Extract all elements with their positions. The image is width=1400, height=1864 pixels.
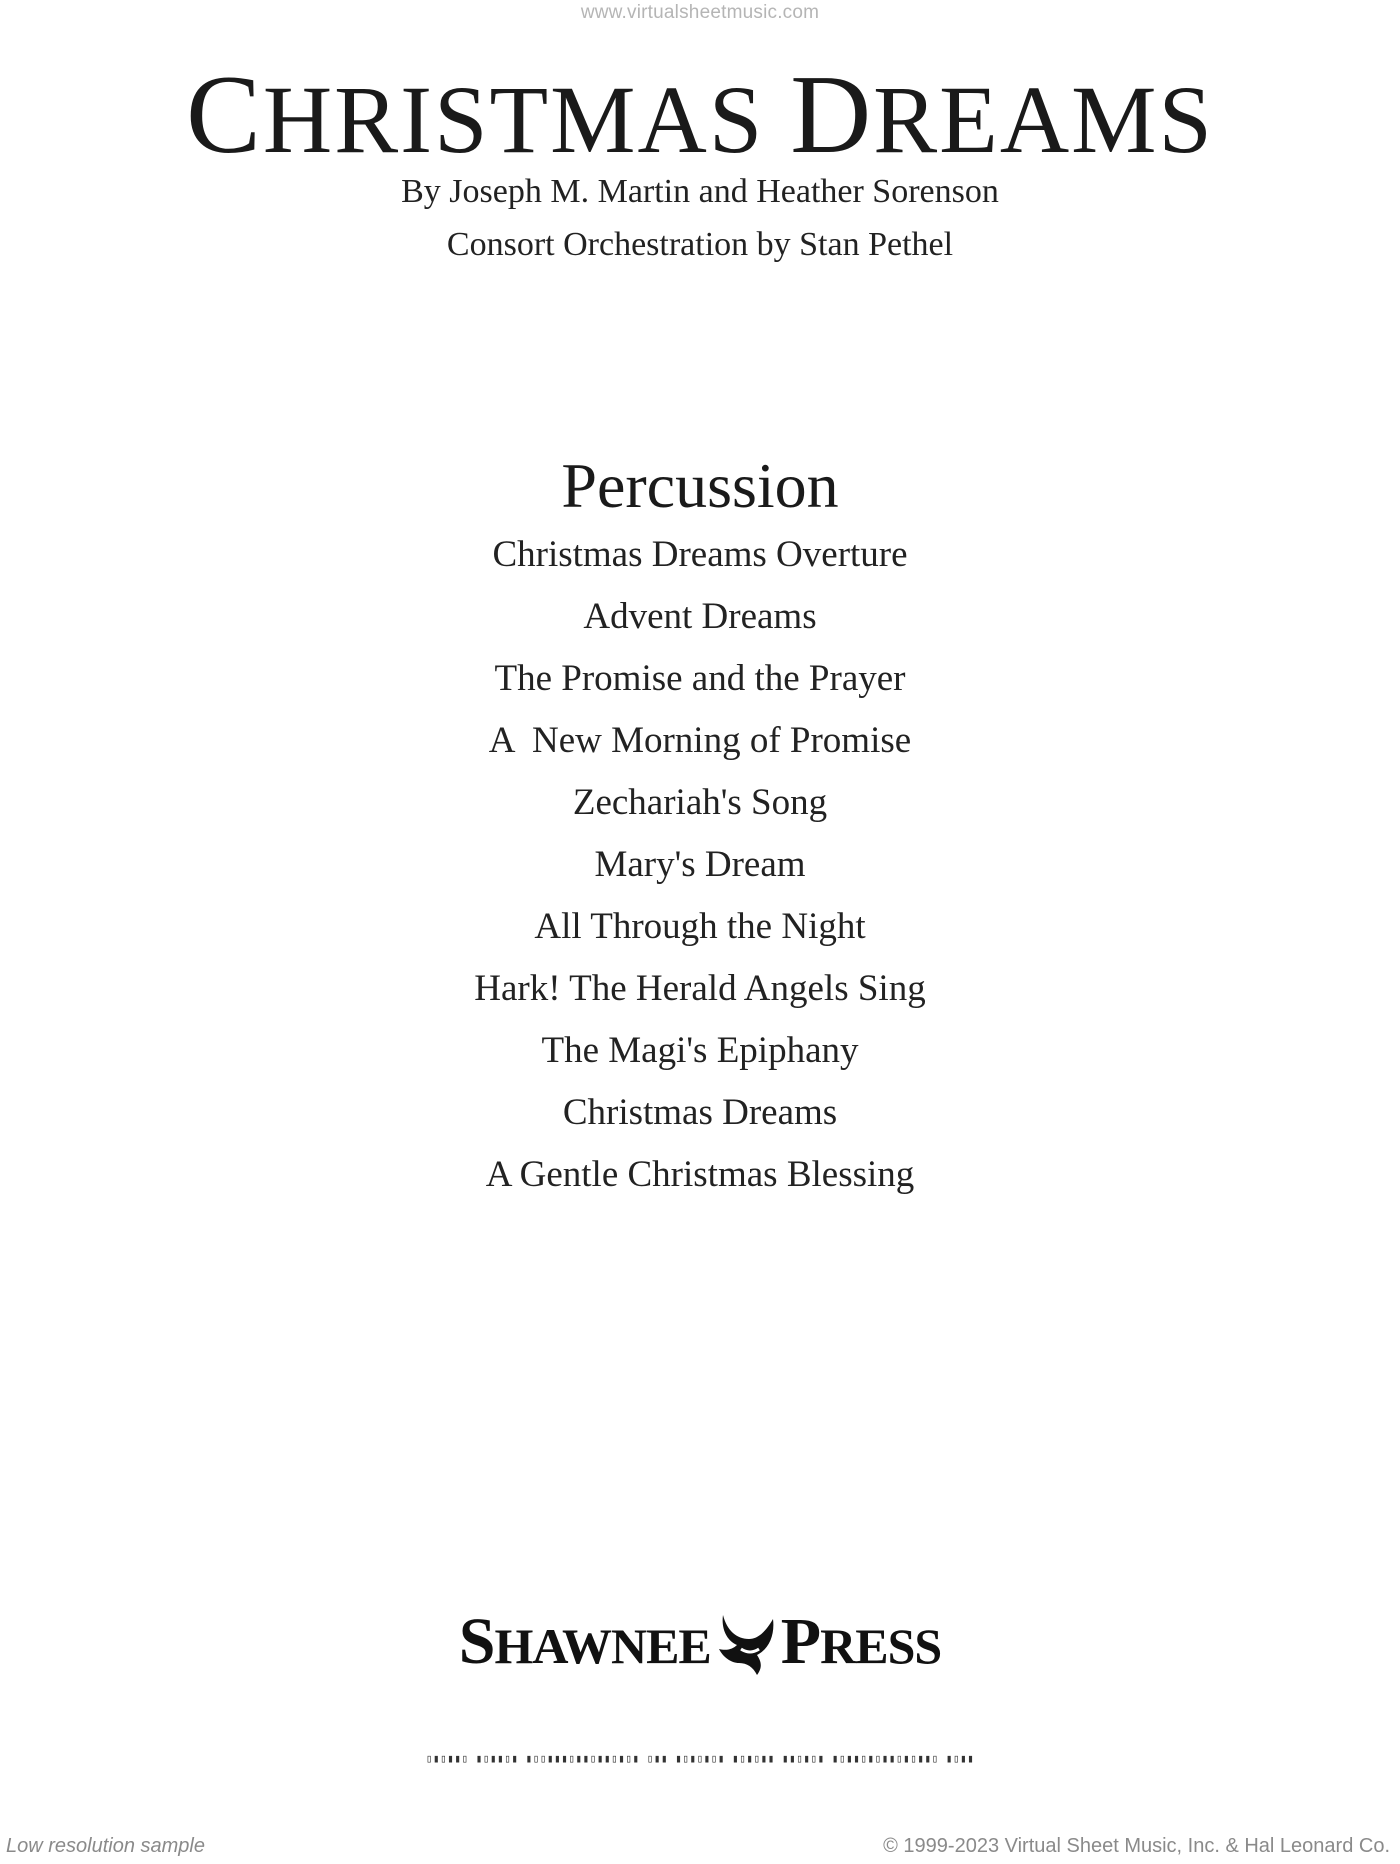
song-item: A Gentle Christmas Blessing (485, 1154, 915, 1195)
song-item: The Promise and the Prayer (494, 658, 906, 699)
song-item: All Through the Night (534, 906, 866, 947)
copyright-notice: © 1999-2023 Virtual Sheet Music, Inc. & Hal Leonard Co. (883, 1835, 1390, 1857)
song-item: Hark! The Herald Angels Sing (474, 968, 926, 1009)
song-item: The Magi's Epiphany (541, 1030, 859, 1071)
publisher-logo-text-right: PRESS (780, 1605, 942, 1678)
watermark-url: www.virtualsheetmusic.com (580, 2, 820, 23)
song-item: A New Morning of Promise (488, 720, 912, 761)
song-item: Christmas Dreams (562, 1092, 838, 1133)
song-item: Zechariah's Song (572, 782, 828, 823)
publisher-logo (0, 1605, 1400, 1683)
page-title: CHRISTMAS DREAMS (186, 53, 1214, 177)
product-code-glyphs: ▯▮▯▮▮▯ ▮▯▮▮▯▮ ▮▯▯▮▮▮▯▮▮▯▮▮▯▮▯▮ ▯▮▮ ▮▯▮▯▮▯▮ ▮▯▮▯▮▮ ▮▮▯▮▯▮ ▮▯▮▮▯▮▯▮▮▯▮▯▮▮▯ ▮▯▮▮ (425, 1752, 975, 1765)
song-list (0, 533, 1400, 1215)
song-item: Christmas Dreams Overture (492, 534, 908, 575)
orchestration-credit: Consort Orchestration by Stan Pethel (446, 226, 954, 263)
song-item: Advent Dreams (583, 596, 817, 637)
authors-credit: By Joseph M. Martin and Heather Sorenson (401, 173, 999, 210)
low-res-notice: Low resolution sample (6, 1835, 205, 1857)
instrument-heading: Percussion (561, 450, 839, 521)
publisher-logo-text-left: SHAWNEE (458, 1605, 711, 1678)
dove-logo-icon (713, 1609, 779, 1679)
song-item: Mary's Dream (594, 844, 806, 885)
